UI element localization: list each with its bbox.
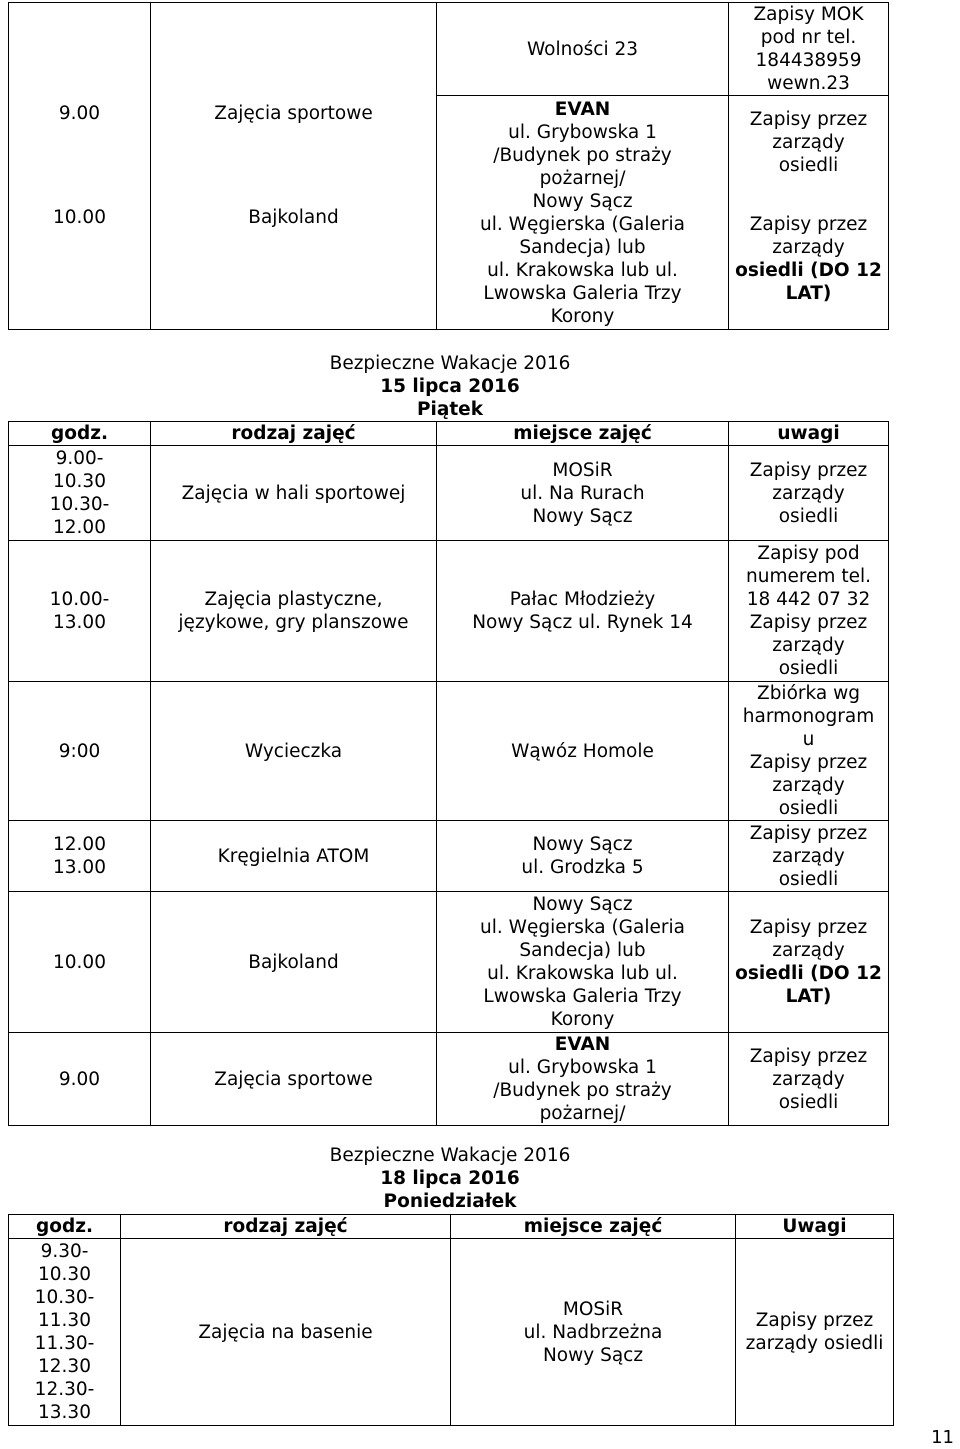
place-text: /Budynek po straży: [493, 144, 672, 166]
place-text: MOSiR: [562, 1298, 624, 1320]
place-name: EVAN: [554, 98, 611, 120]
activity-text: Zajęcia plastyczne,: [204, 589, 383, 610]
place-text: ul. Grybowska 1: [508, 1057, 657, 1078]
notes-text: osiedli: [778, 1091, 839, 1113]
activity-text: Bajkoland: [248, 951, 339, 973]
place-text: ul. Krakowska lub ul.: [487, 259, 678, 281]
place-cell: [437, 96, 729, 330]
column-header: Uwagi: [736, 1215, 894, 1239]
notes-text: Zapisy przez: [749, 917, 868, 938]
activity-text: Bajkoland: [248, 206, 339, 228]
notes-text: Zapisy przez: [749, 214, 868, 235]
notes-text: Zapisy przez: [749, 109, 868, 130]
notes-text: Zapisy MOK: [753, 4, 864, 25]
column-header: rodzaj zajęć: [121, 1215, 451, 1239]
notes-cell: [736, 1239, 894, 1426]
time-text: 13.30: [38, 1402, 91, 1423]
time-text: 12.30: [38, 1356, 91, 1377]
notes-text: numerem tel.: [746, 566, 871, 587]
section-weekday: Poniedziałek: [383, 1191, 517, 1212]
notes-text: osiedli: [778, 658, 839, 679]
time-text: 11.30: [38, 1310, 91, 1331]
notes-text: osiedli (DO 12: [735, 963, 882, 984]
time-text: 12.30-: [34, 1379, 95, 1400]
notes-cell: [729, 682, 889, 821]
time-text: 9.00: [58, 102, 101, 124]
notes-text: zarządy: [772, 845, 845, 867]
notes-text: zarządy: [772, 1068, 845, 1090]
notes-cell: [729, 446, 889, 541]
place-text: ul. Krakowska lub ul.: [487, 963, 678, 984]
time-text: 9.00-: [55, 448, 104, 469]
notes-text: osiedli: [778, 868, 839, 890]
notes-text: zarządy: [772, 940, 845, 961]
activity-text: Zajęcia na basenie: [198, 1321, 373, 1343]
notes-text: u: [802, 729, 815, 750]
notes-cell: [729, 541, 889, 682]
notes-text: Zapisy przez: [749, 612, 868, 633]
place-text: ul. Węgierska (Galeria: [480, 213, 685, 235]
time-cell: [9, 3, 151, 330]
schedule-table-18-july: [8, 1214, 894, 1426]
table-row: [9, 541, 889, 682]
notes-text: Zapisy pod: [757, 543, 860, 564]
activity-text: Kręgielnia ATOM: [217, 845, 370, 867]
place-cell: [437, 892, 729, 1033]
time-text: 12.00: [53, 834, 106, 855]
time-text: 9.00: [58, 1068, 101, 1090]
table-row: [9, 821, 889, 892]
place-text: Nowy Sącz ul. Rynek 14: [472, 612, 693, 633]
section-date: 15 lipca 2016: [380, 376, 520, 397]
time-text: 10.30: [53, 471, 106, 492]
column-header: miejsce zajęć: [451, 1215, 736, 1239]
notes-text: osiedli (DO 12: [735, 260, 882, 281]
section-title: Bezpieczne Wakacje 2016: [329, 353, 571, 374]
place-text: Korony: [550, 305, 615, 327]
notes-text: Zapisy przez: [749, 459, 868, 481]
activity-cell: [121, 1239, 451, 1426]
time-cell: [9, 821, 151, 892]
time-cell: [9, 892, 151, 1033]
notes-cell: [729, 892, 889, 1033]
place-text: Nowy Sącz: [542, 1344, 644, 1366]
notes-text: Zapisy przez: [749, 822, 868, 844]
activity-text: językowe, gry planszowe: [178, 612, 409, 633]
notes-text: harmonogram: [742, 706, 875, 727]
notes-text: zarządy: [772, 237, 845, 258]
place-text: Wolności 23: [526, 38, 639, 60]
table-row: [9, 3, 889, 96]
notes-text: Zapisy przez: [749, 1045, 868, 1067]
place-text: Nowy Sącz: [532, 834, 633, 855]
time-cell: [9, 1239, 121, 1426]
notes-text: Zapisy przez: [749, 752, 868, 773]
notes-text: osiedli: [778, 798, 839, 819]
place-text: ul. Grybowska 1: [508, 121, 657, 143]
notes-text: 18 442 07 32: [746, 589, 871, 610]
section-date: 18 lipca 2016: [380, 1168, 520, 1189]
notes-text: osiedli: [778, 505, 839, 527]
notes-text: zarządy: [772, 775, 845, 796]
place-text: Pałac Młodzieży: [509, 589, 656, 610]
notes-text: osiedli: [778, 155, 839, 176]
place-text: Wąwóz Homole: [511, 740, 654, 762]
time-text: 12.00: [53, 517, 106, 538]
time-text: 10.00: [53, 951, 106, 973]
time-cell: [9, 682, 151, 821]
activity-cell: [151, 892, 437, 1033]
place-cell: [437, 1033, 729, 1126]
top-schedule-table: [8, 2, 889, 330]
table-row: [9, 446, 889, 541]
notes-cell: [729, 189, 889, 330]
place-text: Nowy Sącz: [532, 190, 633, 212]
notes-text: Zbiórka wg: [757, 683, 860, 704]
place-text: MOSiR: [552, 459, 613, 481]
notes-cell: [729, 821, 889, 892]
column-header: uwagi: [729, 422, 889, 446]
notes-text: LAT): [785, 283, 832, 304]
place-text: pożarnej/: [539, 1103, 626, 1124]
notes-text: zarządy: [772, 482, 845, 504]
time-cell: [9, 1033, 151, 1126]
notes-text: LAT): [785, 986, 832, 1007]
place-text: /Budynek po straży: [493, 1080, 672, 1101]
section-title: Bezpieczne Wakacje 2016: [329, 1145, 571, 1166]
activity-cell: [151, 1033, 437, 1126]
notes-text: wewn.23: [767, 73, 850, 94]
place-text: pożarnej/: [539, 167, 626, 189]
activity-text: Zajęcia w hali sportowej: [181, 482, 406, 504]
place-text: ul. Nadbrzeżna: [523, 1321, 663, 1343]
place-text: ul. Grodzka 5: [521, 857, 644, 878]
place-cell: [437, 446, 729, 541]
place-text: ul. Węgierska (Galeria: [480, 917, 685, 938]
activity-text: Zajęcia sportowe: [214, 1068, 373, 1090]
table-header-row: [9, 422, 889, 446]
notes-text: pod nr tel.: [760, 27, 857, 48]
table-row: [9, 892, 889, 1033]
time-text: 9:00: [58, 740, 101, 762]
time-text: 9.30-: [40, 1241, 89, 1262]
notes-text: zarządy: [772, 635, 845, 656]
place-text: Lwowska Galeria Trzy: [483, 282, 682, 304]
section-heading: [0, 352, 900, 421]
place-cell: [437, 821, 729, 892]
activity-cell: [151, 821, 437, 892]
section-weekday: Piątek: [416, 399, 484, 420]
table-row: [9, 1239, 894, 1426]
time-text: 10.00-: [49, 589, 110, 610]
time-cell: [9, 446, 151, 541]
notes-cell: [729, 1033, 889, 1126]
table-row: [9, 1033, 889, 1126]
place-text: Nowy Sącz: [532, 505, 633, 527]
time-text: 10.00: [53, 206, 106, 228]
section-heading: [0, 1144, 900, 1213]
place-cell: [451, 1239, 736, 1426]
activity-text: Zajęcia sportowe: [214, 102, 373, 124]
time-text: 13.00: [53, 612, 106, 633]
schedule-table-15-july: [8, 421, 889, 1126]
time-cell: [9, 541, 151, 682]
page-number: 11: [931, 1427, 954, 1448]
activity-cell: [151, 446, 437, 541]
place-text: Sandecja) lub: [519, 940, 646, 961]
time-text: 13.00: [53, 857, 106, 878]
notes-cell: [729, 96, 889, 190]
notes-cell: [729, 3, 889, 96]
time-text: 10.30-: [34, 1287, 95, 1308]
place-name: EVAN: [554, 1034, 611, 1055]
activity-text: Wycieczka: [244, 740, 343, 762]
activity-cell: [151, 682, 437, 821]
notes-text: zarządy: [772, 132, 845, 153]
time-text: 10.30: [38, 1264, 91, 1285]
table-row: [9, 682, 889, 821]
activity-cell: [151, 541, 437, 682]
activity-cell: [151, 3, 437, 330]
notes-text: Zapisy przez: [755, 1310, 874, 1331]
column-header: miejsce zajęć: [437, 422, 729, 446]
column-header: rodzaj zajęć: [151, 422, 437, 446]
notes-text: 184438959: [755, 50, 862, 71]
place-text: ul. Na Rurach: [520, 482, 645, 504]
time-text: 10.30-: [49, 494, 110, 515]
table-header-row: [9, 1215, 894, 1239]
column-header: godz.: [9, 422, 151, 446]
place-text: Sandecja) lub: [519, 236, 646, 258]
place-text: Korony: [550, 1009, 615, 1030]
place-text: Lwowska Galeria Trzy: [483, 986, 682, 1007]
place-cell: [437, 541, 729, 682]
place-text: Nowy Sącz: [532, 894, 633, 915]
time-text: 11.30-: [34, 1333, 95, 1354]
notes-text: zarządy osiedli: [745, 1333, 884, 1354]
column-header: godz.: [9, 1215, 121, 1239]
place-cell: [437, 682, 729, 821]
place-cell: [437, 3, 729, 96]
